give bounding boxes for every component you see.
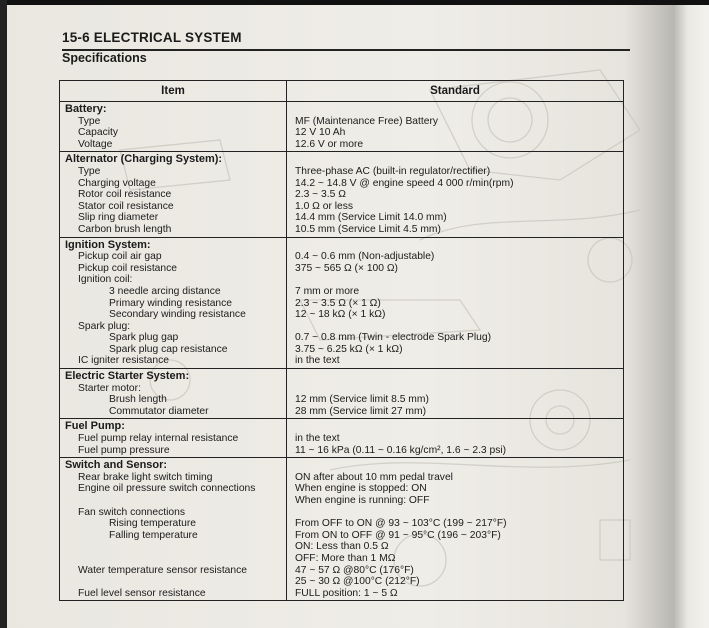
alternator-values — [287, 152, 624, 237]
spark-plug-label: Spark plug: — [78, 320, 131, 332]
spark-plug-cap-label: Spark plug cap resistance — [109, 343, 228, 355]
battery-voltage-label: Voltage — [78, 138, 113, 150]
page-header — [62, 30, 630, 65]
stator-coil-label: Stator coil resistance — [78, 200, 174, 212]
battery-items — [60, 102, 287, 152]
rear-brake-value: ON after about 10 mm pedal travel — [295, 471, 453, 483]
section-fuel-pump-title: Fuel Pump: — [65, 420, 125, 433]
needle-arcing-label: 3 needle arcing distance — [109, 285, 221, 297]
commutator-label: Commutator diameter — [109, 405, 209, 417]
slip-ring-value: 14.4 mm (Service Limit 14.0 mm) — [295, 212, 447, 224]
table-row-starter — [60, 369, 624, 419]
spark-plug-gap-label: Spark plug gap — [109, 332, 179, 344]
stator-coil-value: 1.0 Ω or less — [295, 200, 354, 212]
battery-capacity-value: 12 V 10 Ah — [295, 127, 346, 139]
pickup-resistance-value: 375 ~ 565 Ω (× 100 Ω) — [295, 262, 398, 274]
oil-stopped-value: When engine is stopped: ON — [295, 483, 427, 495]
fuel-pump-items — [60, 419, 287, 458]
falling-temp-label: Falling temperature — [109, 529, 198, 541]
section-battery-title: Battery: — [65, 103, 107, 115]
rear-brake-label: Rear brake light switch timing — [78, 471, 213, 483]
commutator-value: 28 mm (Service limit 27 mm) — [295, 405, 427, 417]
spark-plug-cap-value: 3.75 ~ 6.25 kΩ (× 1 kΩ) — [295, 343, 403, 355]
column-header-item: Item — [60, 81, 287, 102]
ignition-coil-label: Ignition coil: — [78, 274, 133, 286]
header-rule — [62, 49, 630, 51]
water-temp-label: Water temperature sensor resistance — [78, 564, 248, 576]
primary-winding-label: Primary winding resistance — [109, 297, 233, 309]
oil-running-value: When engine is running: OFF — [295, 495, 430, 506]
section-title: 15-6 ELECTRICAL SYSTEM — [62, 30, 242, 45]
battery-values — [287, 102, 624, 152]
starter-values — [287, 369, 624, 419]
pump-pressure-label: Fuel pump pressure — [78, 444, 170, 456]
fuel-level-label: Fuel level sensor resistance — [78, 587, 206, 599]
primary-winding-value: 2.3 ~ 3.5 Ω (× 1 Ω) — [295, 297, 381, 309]
ignition-items — [60, 237, 287, 369]
secondary-winding-value: 12 ~ 18 kΩ (× 1 kΩ) — [295, 309, 386, 321]
table-row-fuel-pump — [60, 419, 624, 458]
fuel-pump-values — [287, 419, 624, 458]
section-ignition-title: Ignition System: — [65, 238, 151, 251]
fuel-full-value: FULL position: 1 ~ 5 Ω — [295, 587, 398, 599]
rotor-coil-label: Rotor coil resistance — [78, 189, 172, 201]
relay-resistance-value: in the text — [295, 433, 340, 445]
water-temp-80-value: 47 ~ 57 Ω @80°C (176°F) — [295, 564, 414, 576]
alternator-type-value: Three-phase AC (built-in regulator/rectifier) — [295, 165, 491, 177]
switch-sensor-values — [287, 458, 624, 601]
battery-type-label: Type — [78, 115, 101, 127]
falling-temp-value: From ON to OFF @ 91 ~ 95°C (196 ~ 203°F) — [295, 529, 501, 541]
pump-pressure-value: 11 ~ 16 kPa (0.11 ~ 0.16 kg/cm², 1.6 ~ 2.3 psi) — [295, 444, 507, 456]
rising-temp-label: Rising temperature — [109, 518, 196, 530]
section-alternator-title: Alternator (Charging System): — [65, 153, 223, 166]
carbon-brush-value: 10.5 mm (Service Limit 4.5 mm) — [295, 223, 441, 235]
on-resistance-value: ON: Less than 0.5 Ω — [295, 541, 389, 553]
rising-temp-value: From OFF to ON @ 93 ~ 103°C (199 ~ 217°F) — [295, 518, 507, 530]
slip-ring-label: Slip ring diameter — [78, 212, 159, 224]
table-row-ignition — [60, 237, 624, 369]
alternator-type-label: Type — [78, 165, 101, 177]
starter-motor-label: Starter motor: — [78, 382, 141, 394]
table-row-battery — [60, 102, 624, 152]
column-header-standard: Standard — [287, 81, 624, 102]
alternator-items — [60, 152, 287, 237]
starter-items — [60, 369, 287, 419]
battery-voltage-value: 12.6 V or more — [295, 138, 364, 150]
specifications-table — [59, 80, 624, 601]
secondary-winding-label: Secondary winding resistance — [109, 309, 246, 321]
spark-plug-gap-value: 0.7 ~ 0.8 mm (Twin - electrode Spark Plug) — [295, 332, 492, 344]
pickup-air-gap-label: Pickup coil air gap — [78, 251, 162, 263]
battery-type-value: MF (Maintenance Free) Battery — [295, 115, 439, 127]
pickup-resistance-label: Pickup coil resistance — [78, 262, 178, 274]
relay-resistance-label: Fuel pump relay internal resistance — [78, 433, 239, 445]
specifications-title: Specifications — [62, 51, 147, 65]
needle-arcing-value: 7 mm or more — [295, 285, 360, 297]
pickup-air-gap-value: 0.4 ~ 0.6 mm (Non-adjustable) — [295, 251, 435, 263]
ic-igniter-value: in the text — [295, 355, 340, 367]
section-switch-sensor-title: Switch and Sensor: — [65, 459, 168, 472]
table-row-alternator — [60, 152, 624, 237]
ic-igniter-label: IC igniter resistance — [78, 355, 169, 367]
fan-switch-label: Fan switch connections — [78, 506, 186, 518]
battery-capacity-label: Capacity — [78, 127, 119, 139]
table-header-row — [60, 81, 624, 102]
water-temp-100-value: 25 ~ 30 Ω @100°C (212°F) — [295, 576, 420, 588]
brush-length-value: 12 mm (Service limit 8.5 mm) — [295, 394, 429, 406]
charging-voltage-value: 14.2 ~ 14.8 V @ engine speed 4 000 r/min(rpm) — [295, 177, 514, 189]
section-starter-title: Electric Starter System: — [65, 370, 190, 383]
charging-voltage-label: Charging voltage — [78, 177, 156, 189]
rotor-coil-value: 2.3 ~ 3.5 Ω — [295, 189, 346, 201]
brush-length-label: Brush length — [109, 394, 167, 406]
switch-sensor-items — [60, 458, 287, 601]
carbon-brush-label: Carbon brush length — [78, 223, 172, 235]
ignition-values — [287, 237, 624, 369]
table-row-switch-sensor — [60, 458, 624, 601]
oil-pressure-label: Engine oil pressure switch connections — [78, 483, 256, 495]
off-resistance-value: OFF: More than 1 MΩ — [295, 552, 396, 564]
